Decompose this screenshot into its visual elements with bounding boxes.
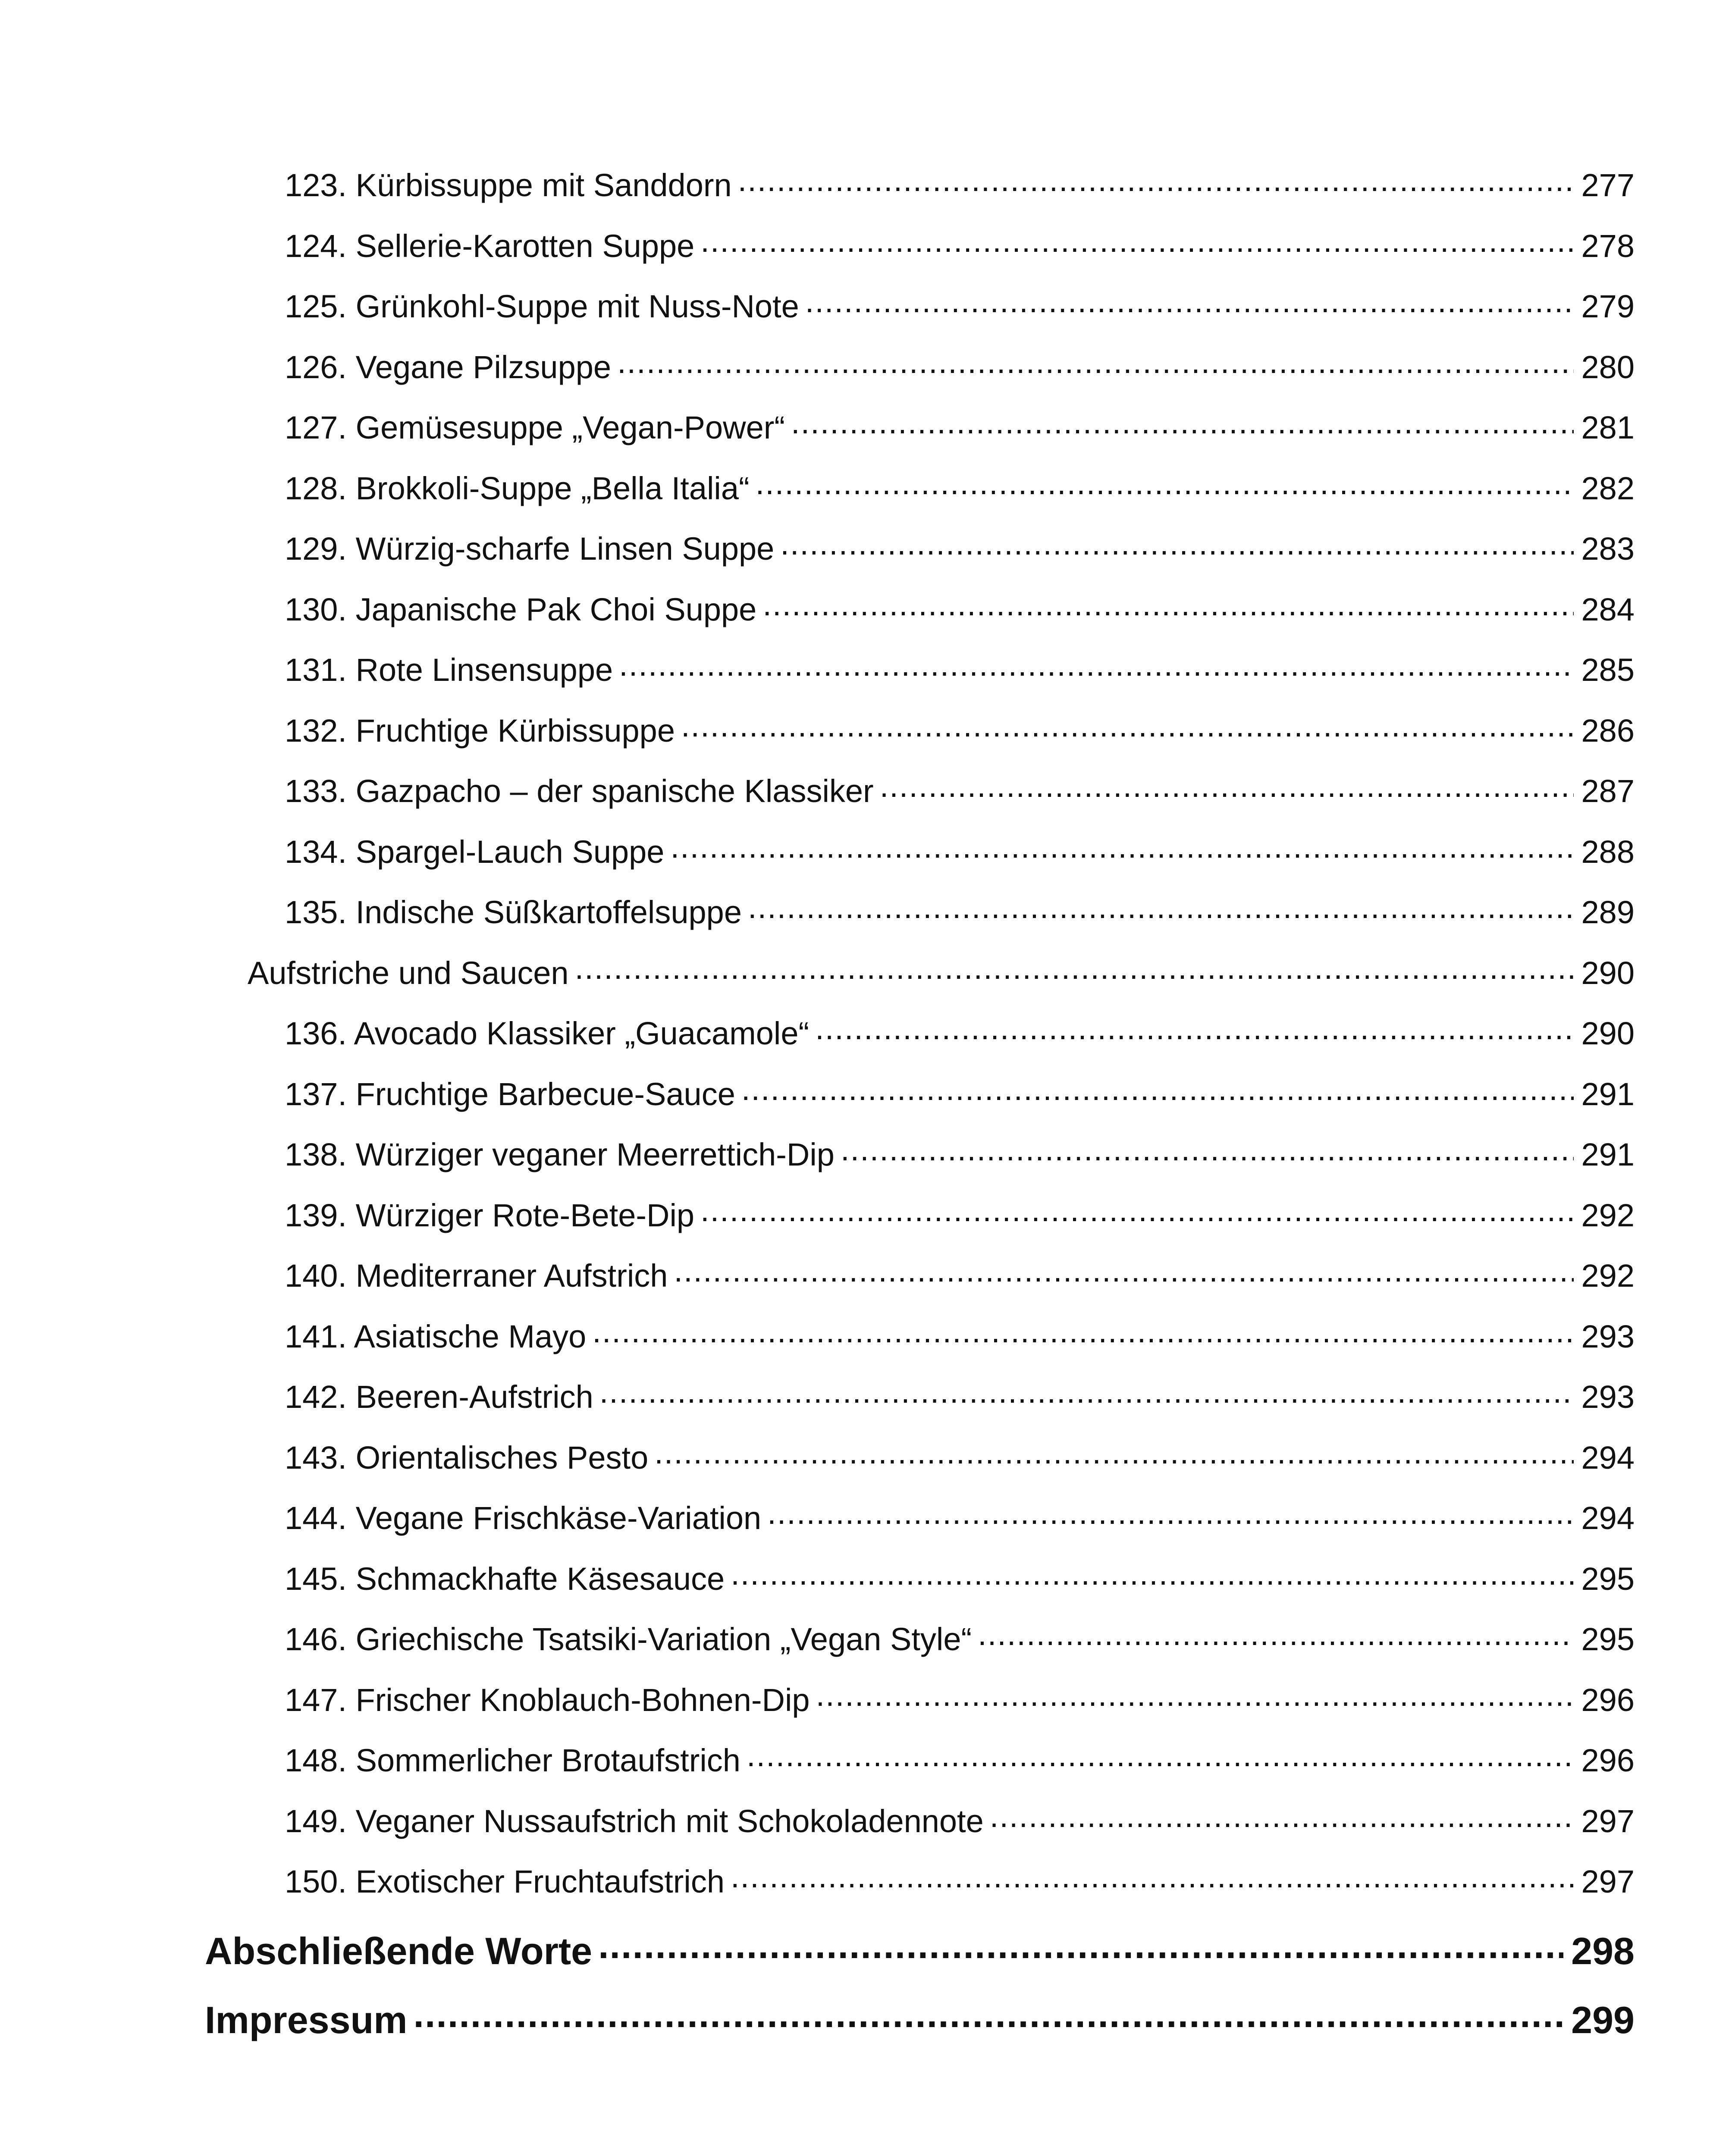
toc-entry-page-number: 292: [1581, 1258, 1635, 1294]
toc-entry-127[interactable]: [0, 398, 1635, 458]
dot-leader: [841, 1134, 1574, 1166]
toc-entry-page-number: 285: [1581, 652, 1635, 688]
toc-entry-135[interactable]: [0, 882, 1635, 943]
dot-leader: [741, 1073, 1574, 1105]
toc-entry-149[interactable]: [0, 1791, 1635, 1852]
toc-entry-page-number: 297: [1581, 1803, 1635, 1839]
dot-leader: [700, 1194, 1573, 1226]
toc-entry-134[interactable]: [0, 822, 1635, 883]
dot-leader: [681, 710, 1574, 742]
toc-entry-label: 140. Mediterraner Aufstrich: [285, 1258, 668, 1294]
dot-leader: [805, 285, 1574, 317]
toc-entry-143[interactable]: [0, 1428, 1635, 1489]
toc-entry-133[interactable]: [0, 761, 1635, 822]
toc-entry-label: 134. Spargel-Lauch Suppe: [285, 834, 665, 870]
toc-entry-page-number: 294: [1581, 1500, 1635, 1536]
toc-entry-label: 141. Asiatische Mayo: [285, 1318, 587, 1354]
toc-entry-label: 150. Exotischer Fruchtaufstrich: [285, 1864, 725, 1899]
toc-entry-label: 131. Rote Linsensuppe: [285, 652, 613, 688]
toc-entry-label: 132. Fruchtige Kürbissuppe: [285, 712, 675, 749]
dot-leader: [575, 952, 1574, 984]
toc-entry-123[interactable]: [0, 155, 1635, 216]
toc-chapter-label: Abschließende Worte: [205, 1929, 593, 1972]
toc-entry-label: 148. Sommerlicher Brotaufstrich: [285, 1742, 740, 1778]
toc-entry-page-number: 288: [1581, 834, 1635, 870]
toc-entry-132[interactable]: [0, 701, 1635, 761]
dot-leader: [619, 649, 1573, 681]
toc-entry-145[interactable]: [0, 1549, 1635, 1610]
toc-entry-page-number: 284: [1581, 591, 1635, 627]
toc-entry-128[interactable]: [0, 458, 1635, 519]
toc-entry-126[interactable]: [0, 337, 1635, 398]
toc-entry-page-number: 278: [1581, 228, 1635, 264]
dot-leader: [880, 770, 1574, 802]
toc-entry-page-number: 287: [1581, 773, 1635, 809]
toc-entry-142[interactable]: [0, 1367, 1635, 1428]
dot-leader: [756, 467, 1574, 499]
dot-leader: [762, 589, 1573, 620]
dot-leader: [598, 1926, 1563, 1964]
toc-entry-page-number: 289: [1581, 894, 1635, 930]
toc-entry-147[interactable]: [0, 1670, 1635, 1731]
toc-entry-label: 128. Brokkoli-Suppe „Bella Italia“: [285, 470, 750, 506]
dot-leader: [414, 1995, 1564, 2033]
toc-entry-150[interactable]: [0, 1852, 1635, 1912]
toc-entry-124[interactable]: [0, 216, 1635, 277]
toc-entry-page-number: 296: [1581, 1682, 1635, 1718]
toc-chapter-page-number: 299: [1571, 1998, 1635, 2041]
dot-leader: [747, 1739, 1574, 1771]
toc-chapter-page-number: 298: [1571, 1929, 1635, 1972]
toc-entry-page-number: 282: [1581, 470, 1635, 506]
toc-entry-label: 149. Veganer Nussaufstrich mit Schokoladennote: [285, 1803, 984, 1839]
dot-leader: [700, 225, 1573, 257]
toc-entry-page-number: 280: [1581, 349, 1635, 385]
dot-leader: [816, 1679, 1574, 1711]
toc-entry-label: 136. Avocado Klassiker „Guacamole“: [285, 1015, 810, 1051]
toc-entry-139[interactable]: [0, 1185, 1635, 1246]
toc-entry-page-number: 293: [1581, 1379, 1635, 1415]
dot-leader: [674, 1255, 1573, 1287]
toc-entry-131[interactable]: [0, 640, 1635, 701]
toc-entry-page-number: 279: [1581, 288, 1635, 324]
toc-entry-label: 147. Frischer Knoblauch-Bohnen-Dip: [285, 1682, 810, 1718]
toc-entry-label: 144. Vegane Frischkäse-Variation: [285, 1500, 762, 1536]
toc-entry-page-number: 281: [1581, 410, 1635, 445]
toc-section-aufstriche-und-saucen[interactable]: [0, 943, 1635, 1004]
dot-leader: [748, 891, 1574, 923]
dot-leader: [599, 1376, 1574, 1408]
toc-entry-label: 127. Gemüsesuppe „Vegan-Power“: [285, 410, 785, 445]
toc-entry-125[interactable]: [0, 276, 1635, 337]
dot-leader: [780, 528, 1573, 560]
toc-entry-label: 145. Schmackhafte Käsesauce: [285, 1561, 725, 1597]
toc-entry-140[interactable]: [0, 1246, 1635, 1307]
toc-entry-page-number: 295: [1581, 1561, 1635, 1597]
toc-entry-label: 133. Gazpacho – der spanische Klassiker: [285, 773, 874, 809]
dot-leader: [592, 1316, 1573, 1348]
toc-entry-148[interactable]: [0, 1730, 1635, 1791]
toc-entry-146[interactable]: [0, 1609, 1635, 1670]
toc-entry-label: 139. Würziger Rote-Bete-Dip: [285, 1197, 695, 1233]
toc-section-page-number: 290: [1581, 955, 1635, 991]
toc-entry-page-number: 295: [1581, 1621, 1635, 1657]
toc-entry-page-number: 277: [1581, 167, 1635, 203]
toc-entry-page-number: 294: [1581, 1439, 1635, 1476]
toc-entry-label: 146. Griechische Tsatsiki-Variation „Vegan Style“: [285, 1621, 972, 1657]
toc-entry-label: 143. Orientalisches Pesto: [285, 1439, 649, 1476]
toc-entry-129[interactable]: [0, 519, 1635, 580]
dot-leader: [978, 1618, 1573, 1650]
toc-entry-138[interactable]: [0, 1125, 1635, 1185]
toc-chapter-impressum[interactable]: [0, 1986, 1635, 2055]
toc-entry-141[interactable]: [0, 1307, 1635, 1367]
table-of-contents: [0, 155, 1732, 2055]
toc-entry-page-number: 296: [1581, 1742, 1635, 1778]
dot-leader: [767, 1497, 1573, 1529]
toc-entry-130[interactable]: [0, 580, 1635, 640]
toc-entry-page-number: 297: [1581, 1864, 1635, 1899]
toc-entry-page-number: 293: [1581, 1318, 1635, 1354]
dot-leader: [815, 1012, 1573, 1044]
toc-entry-page-number: 290: [1581, 1015, 1635, 1051]
toc-chapter-label: Impressum: [205, 1998, 408, 2041]
toc-entry-page-number: 283: [1581, 531, 1635, 567]
dot-leader: [738, 164, 1574, 196]
toc-entry-label: 135. Indische Süßkartoffelsuppe: [285, 894, 742, 930]
toc-entry-label: 123. Kürbissuppe mit Sanddorn: [285, 167, 732, 203]
toc-entry-label: 138. Würziger veganer Meerrettich-Dip: [285, 1137, 835, 1172]
toc-entry-page-number: 286: [1581, 712, 1635, 749]
toc-entry-label: 129. Würzig-scharfe Linsen Suppe: [285, 531, 775, 567]
toc-entry-137[interactable]: [0, 1064, 1635, 1125]
dot-leader: [617, 346, 1573, 378]
dot-leader: [791, 407, 1574, 439]
toc-section-label: Aufstriche und Saucen: [248, 955, 569, 991]
dot-leader: [654, 1437, 1573, 1469]
toc-entry-page-number: 292: [1581, 1197, 1635, 1233]
toc-entry-page-number: 291: [1581, 1076, 1635, 1112]
toc-entry-label: 137. Fruchtige Barbecue-Sauce: [285, 1076, 735, 1112]
toc-entry-136[interactable]: [0, 1003, 1635, 1064]
toc-chapter-abschliessende-worte[interactable]: [0, 1917, 1635, 1986]
toc-entry-label: 142. Beeren-Aufstrich: [285, 1379, 593, 1415]
dot-leader: [670, 831, 1573, 863]
toc-entry-label: 126. Vegane Pilzsuppe: [285, 349, 612, 385]
toc-entry-label: 130. Japanische Pak Choi Suppe: [285, 591, 757, 627]
toc-entry-label: 124. Sellerie-Karotten Suppe: [285, 228, 695, 264]
toc-entry-page-number: 291: [1581, 1137, 1635, 1172]
dot-leader: [731, 1861, 1574, 1893]
toc-entry-144[interactable]: [0, 1488, 1635, 1549]
dot-leader: [990, 1800, 1574, 1832]
toc-entry-label: 125. Grünkohl-Suppe mit Nuss-Note: [285, 288, 799, 324]
dot-leader: [731, 1558, 1573, 1590]
